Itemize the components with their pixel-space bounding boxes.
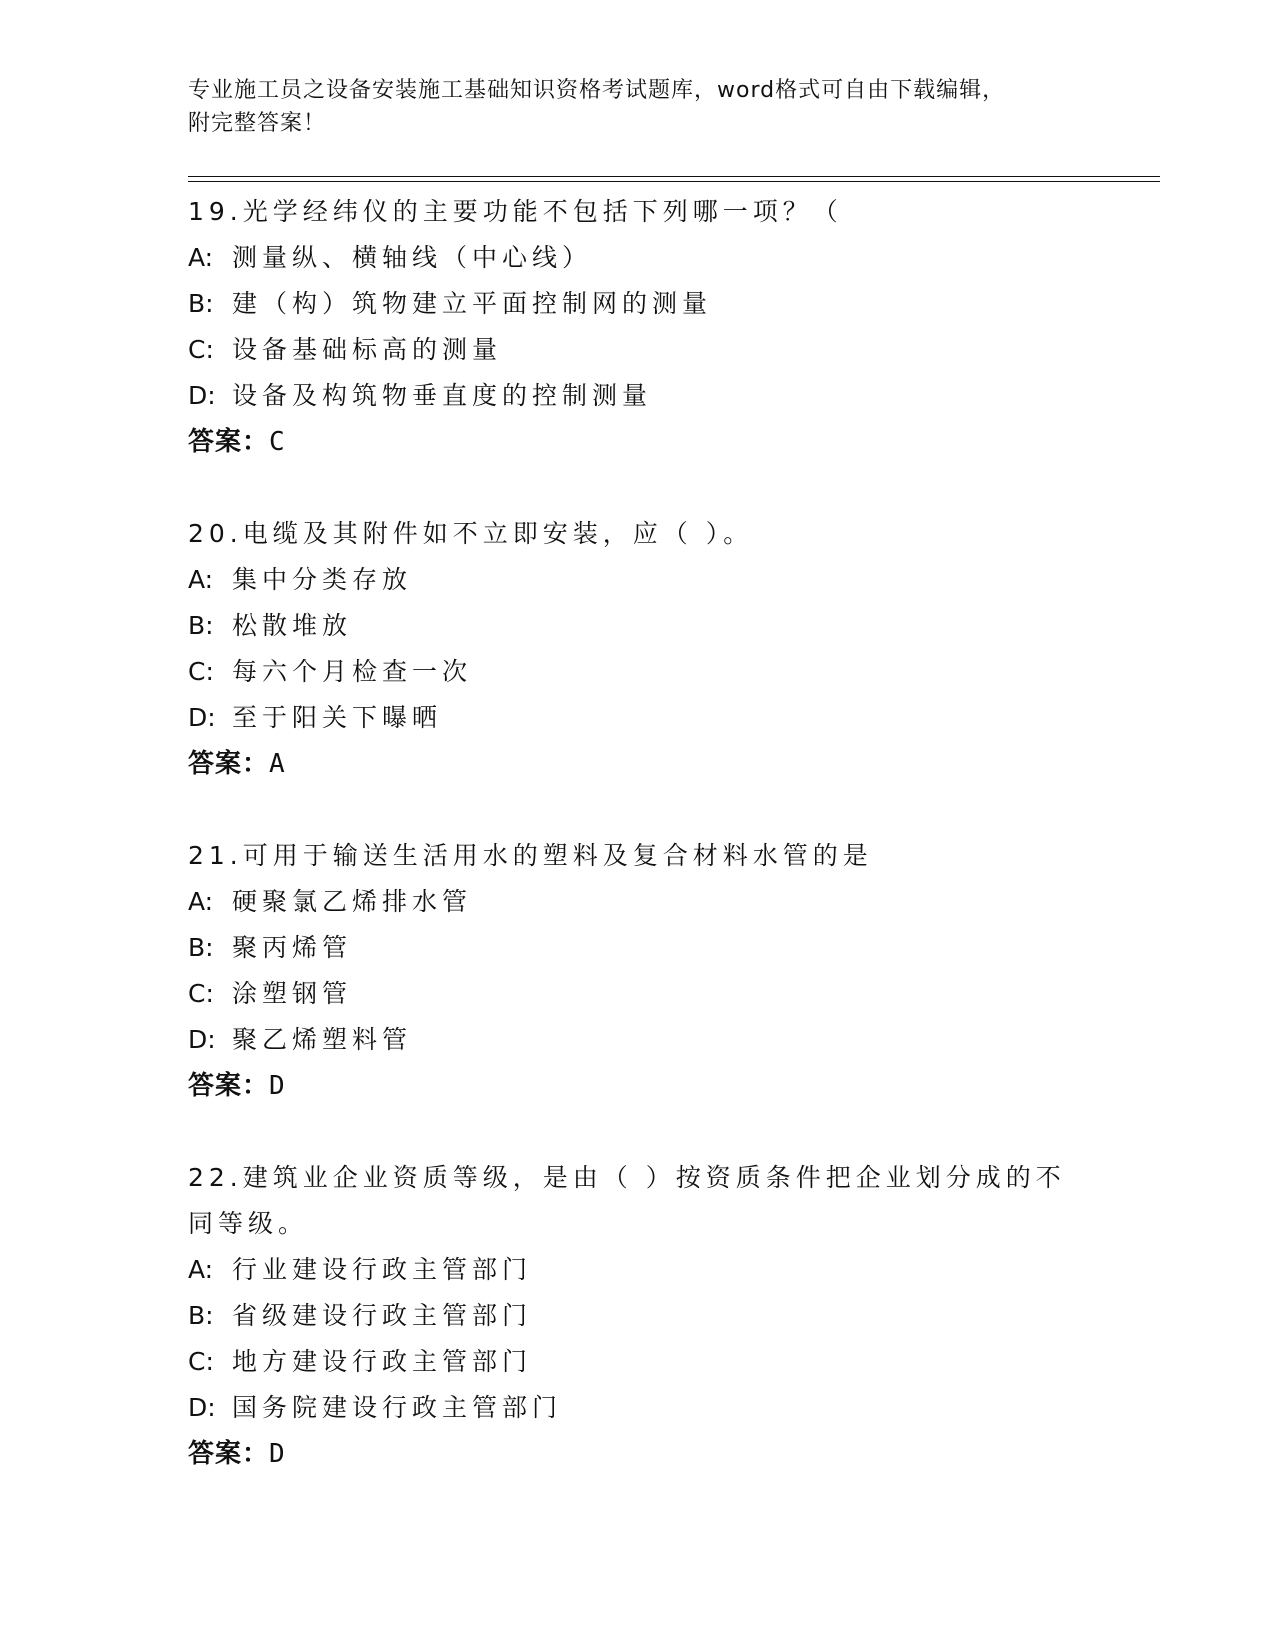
option-text: 松散堆放 xyxy=(232,611,353,640)
option-text: 省级建设行政主管部门 xyxy=(232,1301,533,1330)
option-text: 设备基础标高的测量 xyxy=(232,335,503,364)
answer-label: 答案： xyxy=(188,749,270,779)
answer-line xyxy=(188,419,1088,465)
question-text: 20.电缆及其附件如不立即安装，应（ ）。 xyxy=(188,519,754,548)
option-text: 聚丙烯管 xyxy=(232,933,353,962)
option-b xyxy=(188,925,1088,971)
question-22 xyxy=(188,1155,1088,1477)
answer-label: 答案： xyxy=(188,1071,270,1101)
option-text: 地方建设行政主管部门 xyxy=(232,1347,533,1376)
option-letter: C: xyxy=(188,1347,214,1376)
option-letter: B: xyxy=(188,933,214,962)
option-letter: A: xyxy=(188,1255,214,1284)
answer-value: D xyxy=(269,1071,286,1101)
header-divider-top xyxy=(188,176,1160,177)
option-letter: D: xyxy=(188,1025,216,1054)
option-a xyxy=(188,235,1088,281)
option-letter: D: xyxy=(188,1393,216,1422)
option-text: 至于阳关下曝晒 xyxy=(232,703,443,732)
option-b xyxy=(188,603,1088,649)
option-d xyxy=(188,1017,1088,1063)
option-letter: B: xyxy=(188,611,214,640)
header-divider-bottom xyxy=(188,181,1160,182)
question-text: 19.光学经纬仪的主要功能不包括下列哪一项？（ xyxy=(188,197,843,226)
option-letter: C: xyxy=(188,657,214,686)
option-d xyxy=(188,1385,1088,1431)
option-text: 行业建设行政主管部门 xyxy=(232,1255,533,1284)
question-list xyxy=(188,189,1088,1523)
answer-label: 答案： xyxy=(188,1439,270,1469)
option-letter: A: xyxy=(188,565,214,594)
option-text: 国务院建设行政主管部门 xyxy=(232,1393,563,1422)
option-text: 聚乙烯塑料管 xyxy=(232,1025,413,1054)
option-text: 集中分类存放 xyxy=(232,565,413,594)
option-letter: B: xyxy=(188,289,214,318)
header-line-2: 附完整答案！ xyxy=(188,111,327,136)
option-text: 测量纵、横轴线（中心线） xyxy=(232,243,593,272)
option-letter: C: xyxy=(188,335,214,364)
answer-line xyxy=(188,741,1088,787)
option-c xyxy=(188,1339,1088,1385)
option-text: 建（构）筑物建立平面控制网的测量 xyxy=(232,289,713,318)
option-a xyxy=(188,879,1088,925)
answer-value: A xyxy=(269,749,286,779)
option-b xyxy=(188,1293,1088,1339)
option-letter: C: xyxy=(188,979,214,1008)
option-c xyxy=(188,327,1088,373)
document-header xyxy=(188,74,1088,140)
question-text: 22.建筑业企业资质等级，是由（ ）按资质条件把企业划分成的不同等级。 xyxy=(188,1163,1066,1238)
header-line-1: 专业施工员之设备安装施工基础知识资格考试题库，word格式可自由下载编辑， xyxy=(188,78,1006,103)
option-d xyxy=(188,373,1088,419)
option-a xyxy=(188,557,1088,603)
question-20 xyxy=(188,511,1088,787)
option-c xyxy=(188,971,1088,1017)
answer-line xyxy=(188,1063,1088,1109)
question-text: 21.可用于输送生活用水的塑料及复合材料水管的是 xyxy=(188,841,873,870)
question-19 xyxy=(188,189,1088,465)
option-d xyxy=(188,695,1088,741)
option-letter: B: xyxy=(188,1301,214,1330)
option-text: 硬聚氯乙烯排水管 xyxy=(232,887,473,916)
option-letter: D: xyxy=(188,381,216,410)
option-letter: D: xyxy=(188,703,216,732)
option-letter: A: xyxy=(188,243,214,272)
option-text: 设备及构筑物垂直度的控制测量 xyxy=(232,381,653,410)
option-letter: A: xyxy=(188,887,214,916)
option-text: 每六个月检查一次 xyxy=(232,657,473,686)
answer-line xyxy=(188,1431,1088,1477)
option-a xyxy=(188,1247,1088,1293)
option-text: 涂塑钢管 xyxy=(232,979,353,1008)
option-c xyxy=(188,649,1088,695)
option-b xyxy=(188,281,1088,327)
question-21 xyxy=(188,833,1088,1109)
answer-value: C xyxy=(269,427,286,457)
answer-label: 答案： xyxy=(188,427,270,457)
answer-value: D xyxy=(269,1439,286,1469)
